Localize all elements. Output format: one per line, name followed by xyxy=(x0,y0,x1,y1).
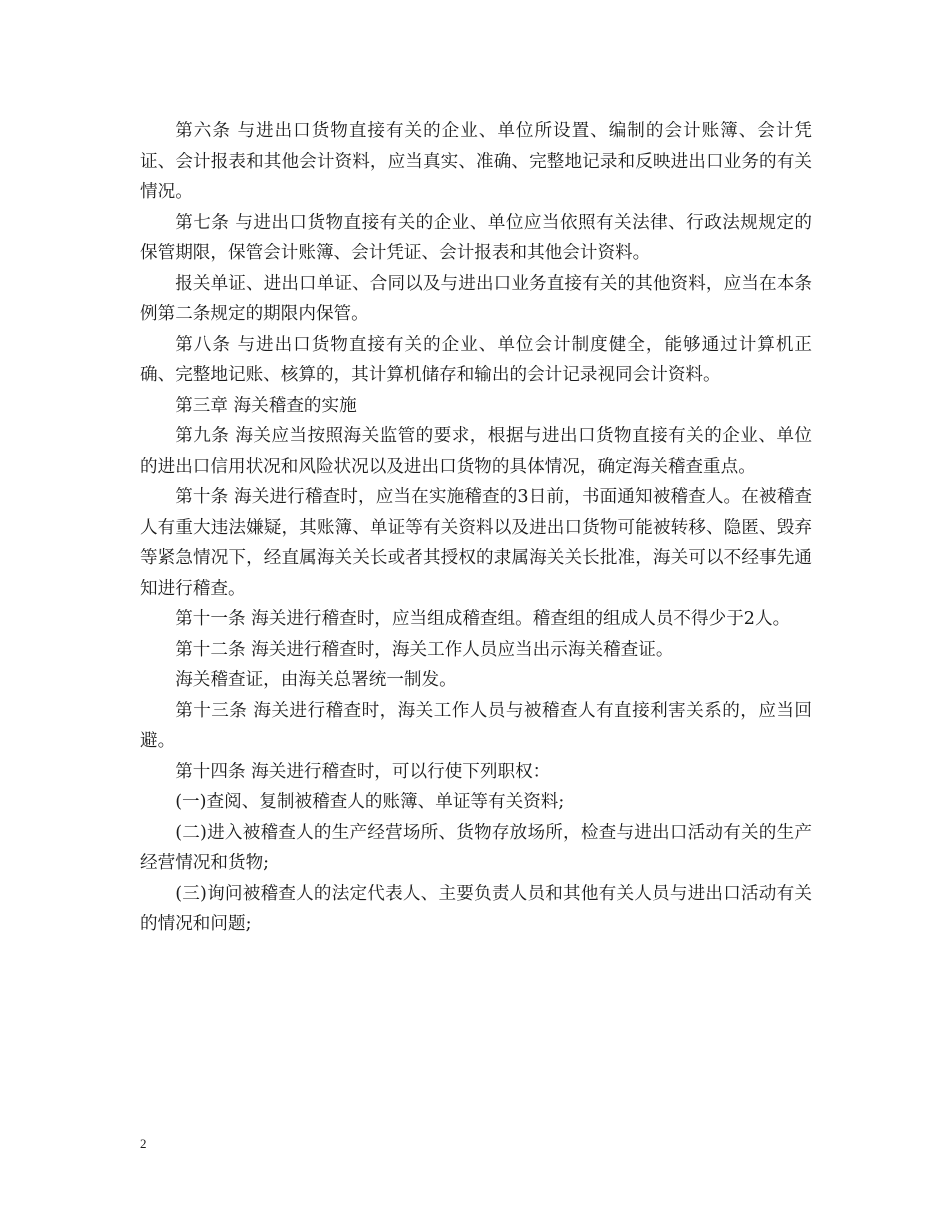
paragraph-article-14: 第十四条 海关进行稽查时，可以行使下列职权： xyxy=(175,761,551,782)
paragraph-article-6: 第六条 与进出口货物直接有关的企业、单位所设置、编制的会计账簿、会计凭证、会计报表和其他会计资料，应当真实、准确、完整地记录和反映进出口业务的有关情况。 xyxy=(140,121,812,202)
paragraph-article-11: 第十一条 海关进行稽查时，应当组成稽查组。稽查组的组成人员不得少于2人。 xyxy=(175,609,791,629)
paragraph-article-7: 第七条 与进出口货物直接有关的企业、单位应当依照有关法律、行政法规规定的保管期限，保管会计账簿、会计凭证、会计报表和其他会计资料。 xyxy=(140,212,812,263)
page-number: 2 xyxy=(140,1136,147,1151)
paragraph-article-12: 第十二条 海关进行稽查时，海关工作人员应当出示海关稽查证。 xyxy=(175,639,674,660)
paragraph-article-9: 第九条 海关应当按照海关监管的要求，根据与进出口货物直接有关的企业、单位的进出口信用状况和风险状况以及进出口货物的具体情况，确定海关稽查重点。 xyxy=(140,426,812,477)
paragraph-article-7-continued: 报关单证、进出口单证、合同以及与进出口业务直接有关的其他资料，应当在本条例第二条规定的期限内保管。 xyxy=(140,273,812,324)
paragraph-article-10: 第十条 海关进行稽查时，应当在实施稽查的3日前，书面通知被稽查人。在被稽查人有重大违法嫌疑，其账簿、单证等有关资料以及进出口货物可能被转移、隐匿、毁弃等紧急情况下，经直属海关关长或者其授权的隶属海关关长批准，海关可以不经事先通知进行稽查。 xyxy=(140,487,812,599)
paragraph-article-13: 第十三条 海关进行稽查时，海关工作人员与被稽查人有直接利害关系的，应当回避。 xyxy=(140,700,812,751)
list-item-3: (三)询问被稽查人的法定代表人、主要负责人员和其他有关人员与进出口活动有关的情况和问题; xyxy=(140,883,812,934)
list-item-1: (一)查阅、复制被稽查人的账簿、单证等有关资料; xyxy=(175,792,565,812)
document-body xyxy=(140,116,812,940)
paragraph-article-12-continued: 海关稽查证，由海关总署统一制发。 xyxy=(175,670,457,690)
list-item-2: (二)进入被稽查人的生产经营场所、货物存放场所，检查与进出口活动有关的生产经营情况和货物; xyxy=(140,822,812,873)
paragraph-article-8: 第八条 与进出口货物直接有关的企业、单位会计制度健全，能够通过计算机正确、完整地记账、核算的，其计算机储存和输出的会计记录视同会计资料。 xyxy=(140,334,812,385)
chapter-heading-3: 第三章 海关稽查的实施 xyxy=(175,395,357,416)
